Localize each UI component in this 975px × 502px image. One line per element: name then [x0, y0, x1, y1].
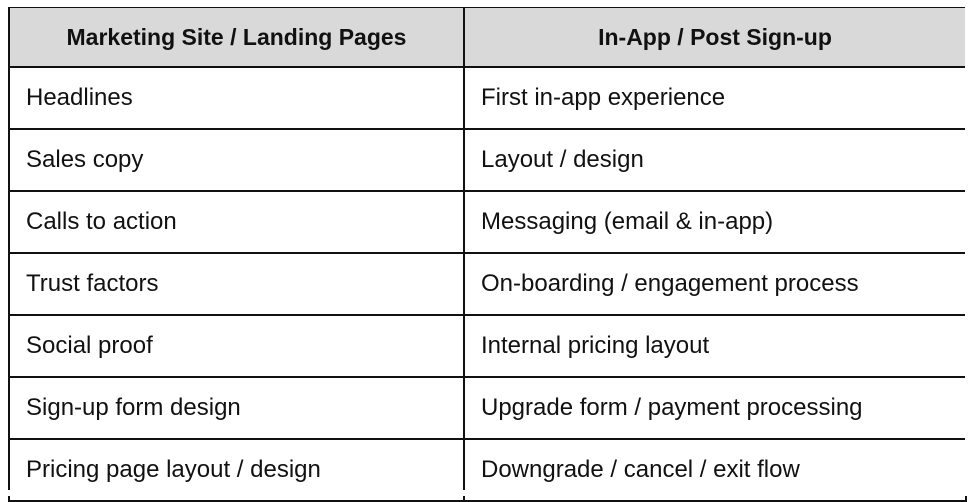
- table-row: [9, 67, 966, 129]
- cell-marketing-6: Sign-up form design: [9, 377, 464, 439]
- table-row: [9, 191, 966, 253]
- cell-inapp-7: Downgrade / cancel / exit flow: [464, 439, 966, 501]
- table-row: [9, 315, 966, 377]
- cell-marketing-7: Pricing page layout / design: [9, 439, 464, 501]
- column-header-marketing-site: Marketing Site / Landing Pages: [9, 7, 464, 67]
- column-header-in-app: In-App / Post Sign-up: [464, 7, 966, 67]
- page-edge-left: [0, 0, 8, 496]
- cell-marketing-5: Social proof: [9, 315, 464, 377]
- cell-inapp-6: Upgrade form / payment processing: [464, 377, 966, 439]
- comparison-table: [8, 6, 967, 502]
- cell-marketing-4: Trust factors: [9, 253, 464, 315]
- cell-inapp-4: On-boarding / engagement process: [464, 253, 966, 315]
- comparison-table-container: [8, 6, 965, 490]
- table-row: [9, 439, 966, 501]
- table-header-row: [9, 7, 966, 67]
- table-body: [9, 67, 966, 501]
- cell-inapp-5: Internal pricing layout: [464, 315, 966, 377]
- cell-inapp-1: First in-app experience: [464, 67, 966, 129]
- table-row: [9, 377, 966, 439]
- cell-marketing-2: Sales copy: [9, 129, 464, 191]
- cell-marketing-1: Headlines: [9, 67, 464, 129]
- cell-inapp-2: Layout / design: [464, 129, 966, 191]
- cell-inapp-3: Messaging (email & in-app): [464, 191, 966, 253]
- table-row: [9, 253, 966, 315]
- cell-marketing-3: Calls to action: [9, 191, 464, 253]
- table-row: [9, 129, 966, 191]
- table-header: [9, 7, 966, 67]
